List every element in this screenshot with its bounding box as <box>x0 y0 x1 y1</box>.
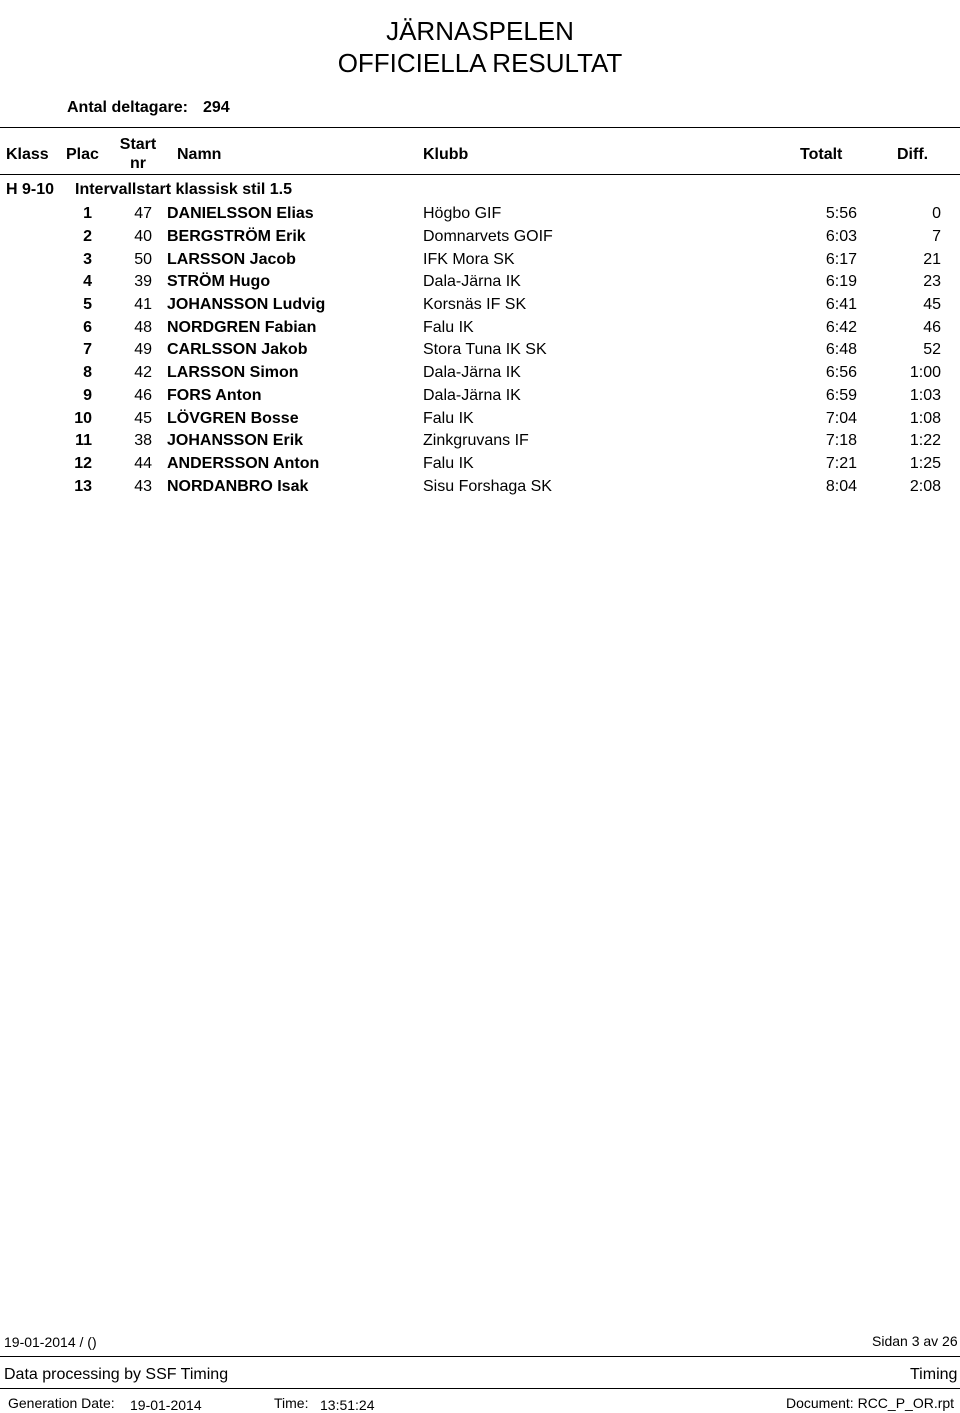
startnr-cell: 45 <box>134 410 152 427</box>
club-cell: Falu IK <box>423 410 474 427</box>
generation-date-value: 19-01-2014 <box>130 1397 202 1413</box>
club-cell: IFK Mora SK <box>423 251 515 268</box>
total-cell: 6:03 <box>825 228 857 245</box>
diff-cell: 1:08 <box>909 410 941 427</box>
col-totalt: Totalt <box>800 146 843 163</box>
diff-cell: 2:08 <box>909 478 941 495</box>
event-title: JÄRNASPELEN <box>386 16 574 46</box>
table-row <box>0 296 960 318</box>
footer-timing: Timing <box>910 1366 958 1383</box>
footer-page-number: Sidan 3 av 26 <box>872 1333 958 1349</box>
name-cell: NORDANBRO Isak <box>167 478 309 495</box>
diff-cell: 52 <box>923 341 941 358</box>
col-start-line1: Start <box>119 136 157 153</box>
class-code: H 9-10 <box>6 181 55 198</box>
table-row <box>0 387 960 409</box>
col-plac: Plac <box>66 146 99 163</box>
table-row <box>0 341 960 363</box>
total-cell: 6:56 <box>825 364 857 381</box>
diff-cell: 45 <box>923 296 941 313</box>
total-cell: 5:56 <box>825 205 857 222</box>
startnr-cell: 40 <box>134 228 152 245</box>
footer-processing: Data processing by SSF Timing <box>4 1366 229 1383</box>
startnr-cell: 48 <box>134 319 152 336</box>
club-cell: Dala-Järna IK <box>423 364 521 381</box>
name-cell: LARSSON Simon <box>167 364 299 381</box>
diff-cell: 0 <box>932 205 941 222</box>
diff-cell: 7 <box>932 228 941 245</box>
plac-cell: 6 <box>83 319 92 336</box>
total-cell: 7:18 <box>825 432 857 449</box>
name-cell: DANIELSSON Elias <box>167 205 314 222</box>
name-cell: BERGSTRÖM Erik <box>167 228 306 245</box>
total-cell: 7:21 <box>825 455 857 472</box>
table-row <box>0 228 960 250</box>
plac-cell: 7 <box>83 341 92 358</box>
plac-cell: 12 <box>74 455 92 472</box>
total-cell: 6:41 <box>825 296 857 313</box>
table-row <box>0 432 960 454</box>
col-diff: Diff. <box>897 146 929 163</box>
club-cell: Högbo GIF <box>423 205 502 222</box>
footer-rule <box>0 1356 960 1357</box>
table-row <box>0 273 960 295</box>
total-cell: 7:04 <box>825 410 857 427</box>
footer-date: 19-01-2014 / () <box>4 1334 97 1350</box>
name-cell: JOHANSSON Ludvig <box>167 296 326 313</box>
diff-cell: 46 <box>923 319 941 336</box>
startnr-cell: 43 <box>134 478 152 495</box>
startnr-cell: 38 <box>134 432 152 449</box>
table-row <box>0 478 960 500</box>
time-value: 13:51:24 <box>320 1397 375 1413</box>
table-row <box>0 410 960 432</box>
name-cell: JOHANSSON Erik <box>167 432 304 449</box>
plac-cell: 4 <box>83 273 92 290</box>
startnr-cell: 47 <box>134 205 152 222</box>
col-start-line2: nr <box>130 155 146 172</box>
time-label: Time: <box>274 1395 309 1411</box>
total-cell: 8:04 <box>825 478 857 495</box>
plac-cell: 10 <box>74 410 92 427</box>
header-bottom-rule <box>0 174 960 175</box>
total-cell: 6:19 <box>825 273 857 290</box>
diff-cell: 1:00 <box>909 364 941 381</box>
total-cell: 6:48 <box>825 341 857 358</box>
plac-cell: 1 <box>83 205 92 222</box>
total-cell: 6:17 <box>825 251 857 268</box>
club-cell: Sisu Forshaga SK <box>423 478 552 495</box>
name-cell: CARLSSON Jakob <box>167 341 308 358</box>
plac-cell: 9 <box>83 387 92 404</box>
club-cell: Korsnäs IF SK <box>423 296 527 313</box>
club-cell: Dala-Järna IK <box>423 387 521 404</box>
startnr-cell: 39 <box>134 273 152 290</box>
col-klubb: Klubb <box>423 146 469 163</box>
club-cell: Falu IK <box>423 455 474 472</box>
header-top-rule <box>0 127 960 128</box>
startnr-cell: 49 <box>134 341 152 358</box>
diff-cell: 1:03 <box>909 387 941 404</box>
startnr-cell: 50 <box>134 251 152 268</box>
footer-bottom-rule <box>0 1388 960 1389</box>
name-cell: FORS Anton <box>167 387 262 404</box>
club-cell: Falu IK <box>423 319 474 336</box>
table-row <box>0 364 960 386</box>
club-cell: Stora Tuna IK SK <box>423 341 547 358</box>
startnr-cell: 41 <box>134 296 152 313</box>
club-cell: Domnarvets GOIF <box>423 228 553 245</box>
startnr-cell: 42 <box>134 364 152 381</box>
plac-cell: 3 <box>83 251 92 268</box>
participants-count: 294 <box>203 99 230 116</box>
plac-cell: 13 <box>74 478 92 495</box>
diff-cell: 21 <box>923 251 941 268</box>
participants-label: Antal deltagare: <box>67 99 188 116</box>
plac-cell: 5 <box>83 296 92 313</box>
name-cell: LARSSON Jacob <box>167 251 296 268</box>
col-namn: Namn <box>177 146 222 163</box>
diff-cell: 1:22 <box>909 432 941 449</box>
class-name: Intervallstart klassisk stil 1.5 <box>75 181 293 198</box>
diff-cell: 1:25 <box>909 455 941 472</box>
club-cell: Dala-Järna IK <box>423 273 521 290</box>
table-row <box>0 205 960 227</box>
total-cell: 6:59 <box>825 387 857 404</box>
table-row <box>0 319 960 341</box>
startnr-cell: 46 <box>134 387 152 404</box>
name-cell: LÖVGREN Bosse <box>167 410 299 427</box>
col-klass: Klass <box>6 146 49 163</box>
report-title: OFFICIELLA RESULTAT <box>337 48 623 78</box>
plac-cell: 2 <box>83 228 92 245</box>
total-cell: 6:42 <box>825 319 857 336</box>
table-row <box>0 455 960 477</box>
name-cell: NORDGREN Fabian <box>167 319 317 336</box>
document-name: Document: RCC_P_OR.rpt <box>786 1395 955 1411</box>
plac-cell: 11 <box>75 432 92 449</box>
name-cell: STRÖM Hugo <box>167 273 271 290</box>
diff-cell: 23 <box>923 273 941 290</box>
table-row <box>0 251 960 273</box>
generation-date-label: Generation Date: <box>8 1395 115 1411</box>
plac-cell: 8 <box>83 364 92 381</box>
club-cell: Zinkgruvans IF <box>423 432 529 449</box>
col-startnr <box>118 135 158 173</box>
startnr-cell: 44 <box>134 455 152 472</box>
name-cell: ANDERSSON Anton <box>167 455 320 472</box>
